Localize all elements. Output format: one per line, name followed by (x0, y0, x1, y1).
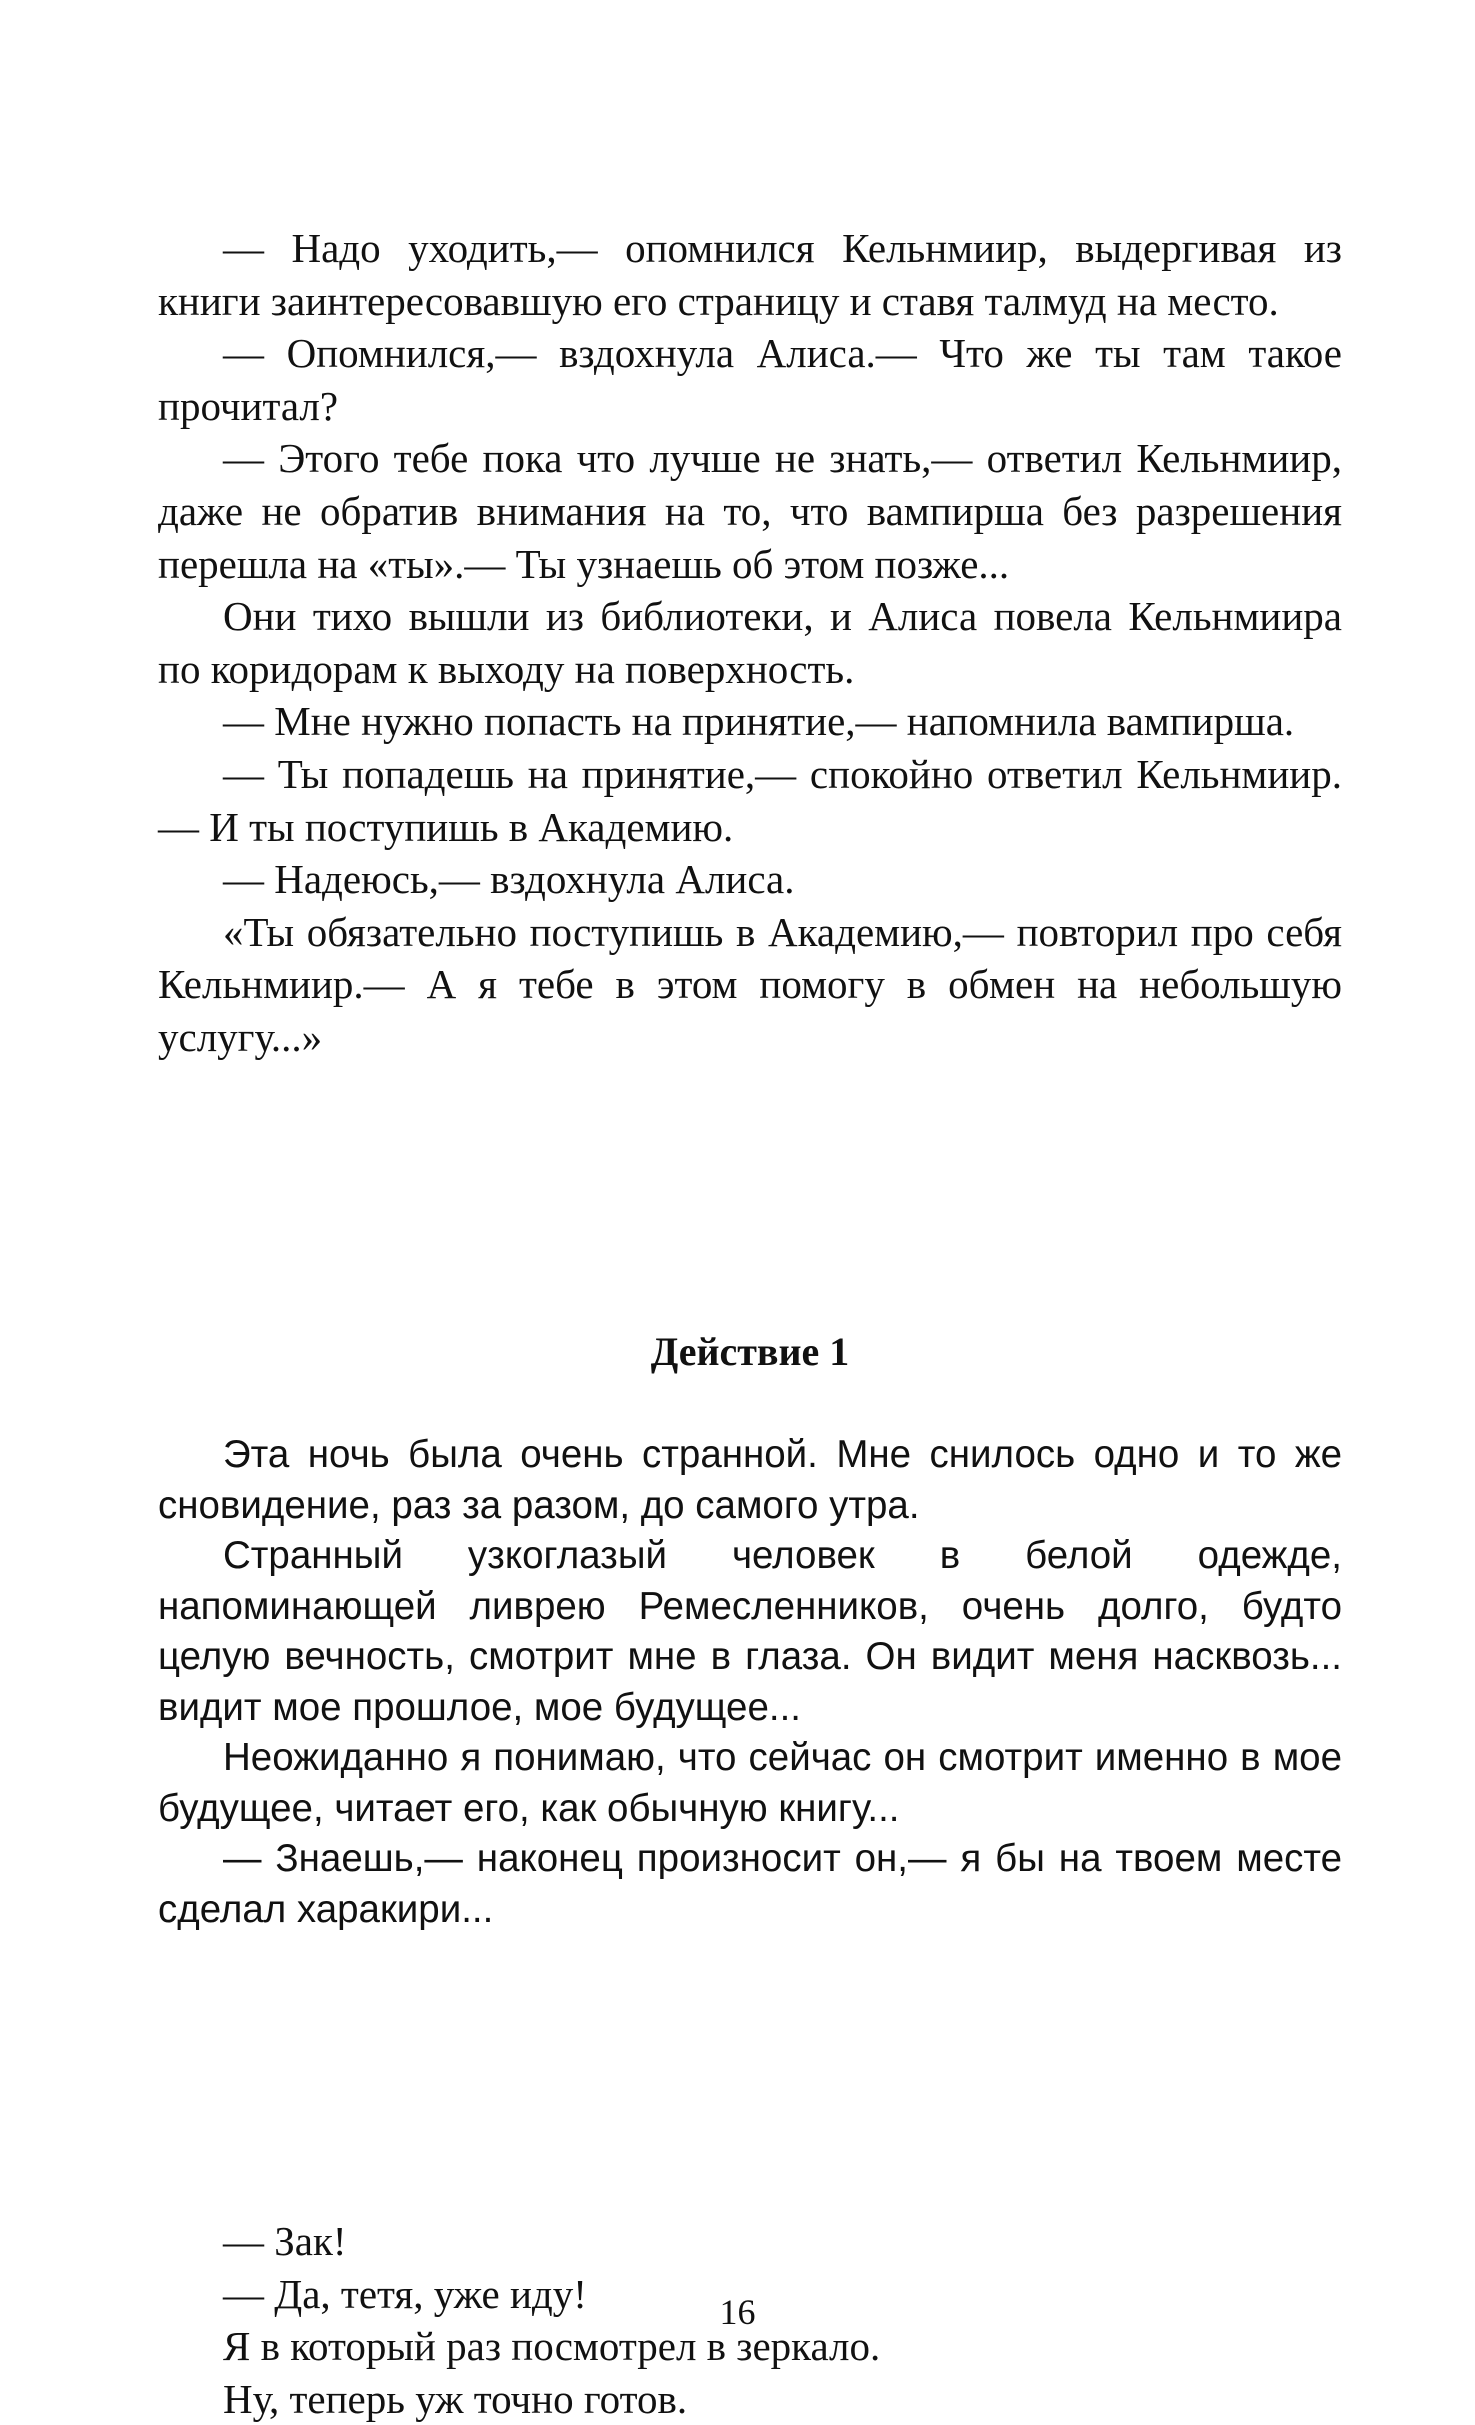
paragraph: — Зак! (223, 2218, 347, 2264)
section-one-text (158, 222, 1342, 1064)
dream-text (158, 1430, 1342, 1935)
paragraph: Эта ночь была очень странной. Мне снилось одно и то же сновидение, раз за разом, до самого утра. (158, 1433, 1342, 1527)
paragraph: — Мне нужно попасть на принятие,— напомнила вампирша. (223, 698, 1295, 745)
paragraph: Я в который раз посмотрел в зеркало. (223, 2323, 881, 2370)
paragraph: «Ты обязательно поступишь в Академию,— повторил про себя Кельнмиир.— А я тебе в этом помогу в обмен на небольшую услугу...» (158, 908, 1342, 1060)
page-number: 16 (719, 2292, 756, 2332)
paragraph: — Надо уходить,— опомнился Кельнмиир, выдергивая из книги заинтересовавшую его страницу и ставя талмуд на место. (158, 225, 1342, 324)
paragraph: — Да, тетя, уже иду! (223, 2270, 587, 2317)
paragraph: Неожиданно я понимаю, что сейчас он смотрит именно в мое будущее, читает его, как обычную книгу... (158, 1736, 1342, 1830)
paragraph: — Этого тебе пока что лучше не знать,— ответил Кельнмиир, даже не обратив внимания на то, что вампирша без разрешения перешла на «ты».— Ты узнаешь об этом позже... (158, 435, 1342, 587)
paragraph: Ну, теперь уж точно готов. (223, 2375, 688, 2422)
chapter-heading: Действие 1 (650, 1329, 850, 1374)
paragraph: — Ты попадешь на принятие,— спокойно ответил Кельнмиир.— И ты поступишь в Академию. (158, 750, 1342, 850)
paragraph: — Надеюсь,— вздохнула Алиса. (223, 856, 795, 903)
paragraph: — Знаешь,— наконец произносит он,— я бы на твоем месте сделал харакири... (158, 1837, 1342, 1931)
paragraph: Они тихо вышли из библиотеки, и Алиса повела Кельнмиира по коридорам к выходу на поверхность. (158, 593, 1342, 692)
paragraph: Странный узкоглазый человек в белой одежде, напоминающей ливрею Ремесленников, очень долго, будто целую вечность, смотрит мне в глаза. Он видит меня насквозь... видит мое прошлое, мое будущее... (158, 1534, 1342, 1729)
paragraph: — Опомнился,— вздохнула Алиса.— Что же ты там такое прочитал? (158, 330, 1342, 429)
